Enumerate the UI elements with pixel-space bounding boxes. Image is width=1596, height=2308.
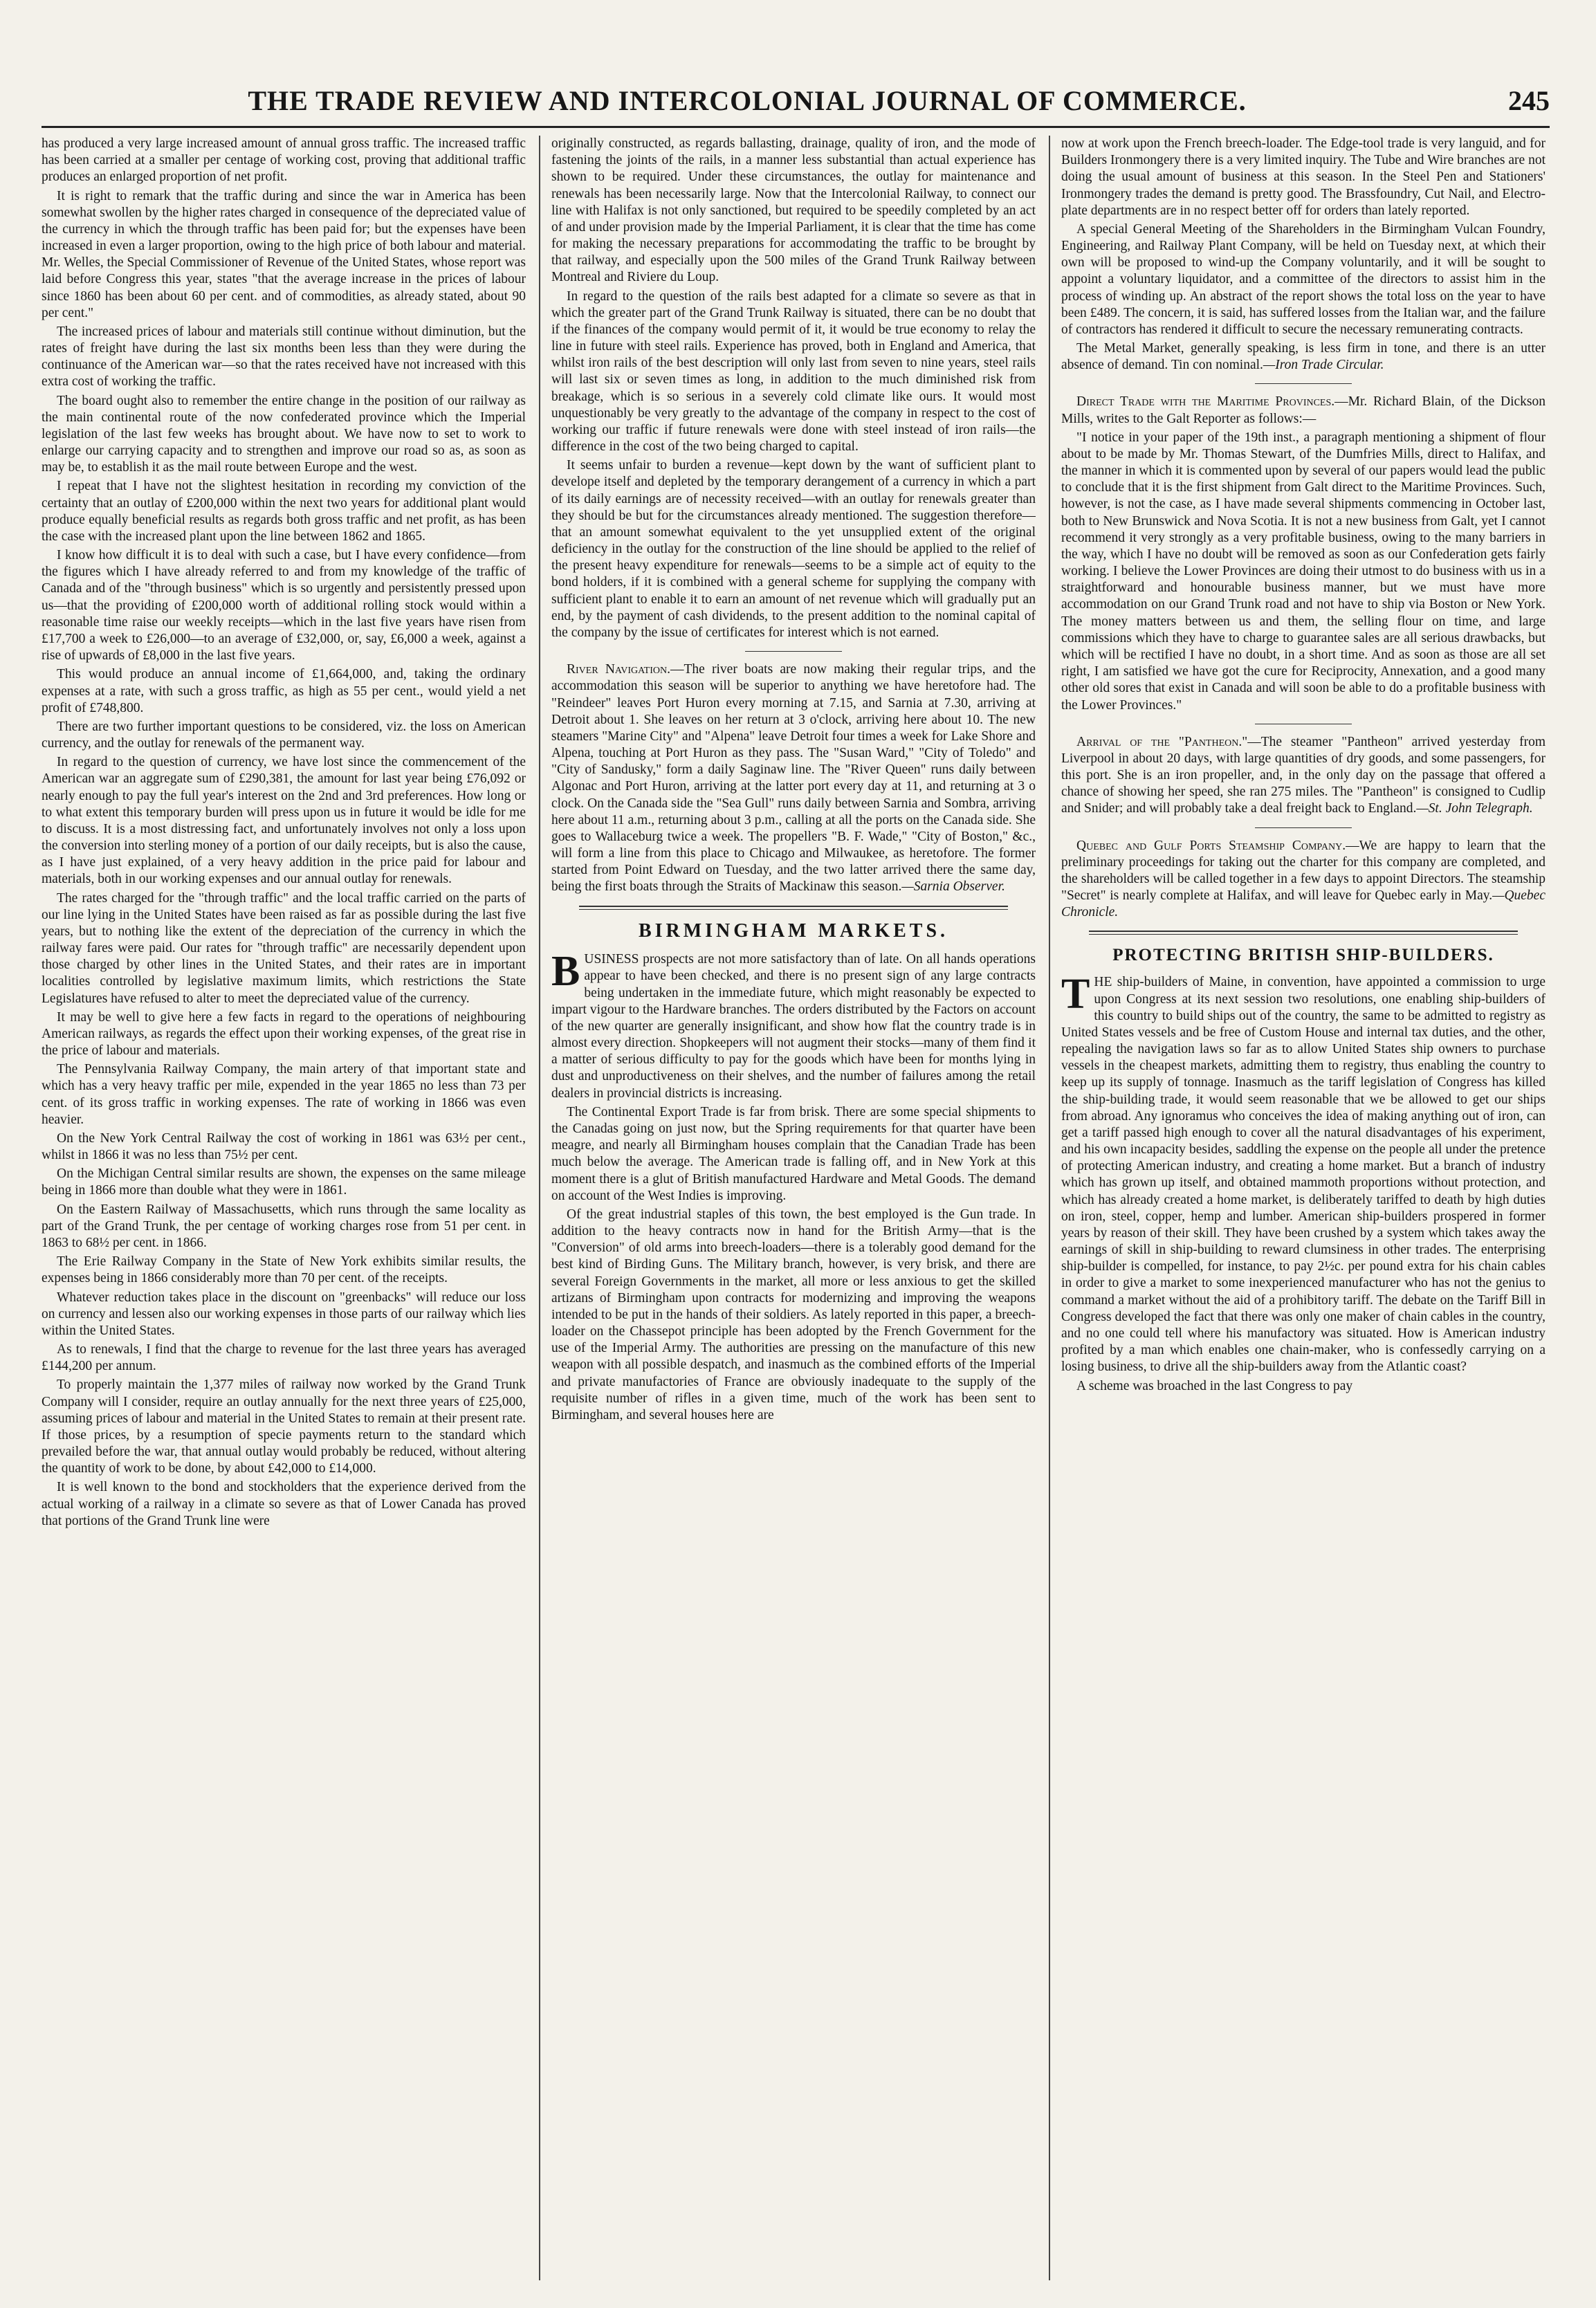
paragraph: A scheme was broached in the last Congress to pay: [1076, 1378, 1353, 1393]
paragraph: This would produce an annual income of £1,664,000, and, taking the ordinary expenses at a rate, with such a gross traffic, as high as 55 per cent., would yield a net profit of £748,800.: [42, 667, 526, 715]
paragraph: On the Michigan Central similar results are shown, the expenses on the same mileage being in 1866 more than double what they were in 1861.: [42, 1166, 526, 1198]
paragraph: On the New York Central Railway the cost of working in 1861 was 63½ per cent., whilst in 1866 it was no less than 75½ per cent.: [42, 1130, 526, 1163]
paragraph: As to renewals, I find that the charge to revenue for the last three years has averaged £144,200 per annum.: [42, 1342, 526, 1374]
paragraph: originally constructed, as regards ballasting, drainage, quality of iron, and the mode of fastening the joints of the rails, in a manner less substantial than actual experience has shown to be required. Under these circumstances, the outlay for maintenance and renewals has been necessarily large. Now that the Intercolonial Railway, to connect our line with Halifax is not only sanctioned, but required to be speedily completed by an act of and under provision made by the Imperial Parliament, it is clear that the time has come for making the necessary preparations for accommodating the traffic to be brought by that railway, and especially upon the 500 miles of the Grand Trunk Railway between Montreal and Riviere du Loup.: [551, 136, 1036, 285]
article-source: —Iron Trade Circular.: [1263, 358, 1384, 373]
section-rule: [1255, 383, 1352, 384]
paragraph: On the Eastern Railway of Massachusetts, which runs through the same locality as part of the Grand Trunk, the per centage of working charges rose from 51 per cent. in 1863 to 68½ per cent. in 1866.: [42, 1202, 526, 1250]
paragraph: It is right to remark that the traffic during and since the war in America has been somewhat swollen by the higher rates charged in consequence of the depreciated value of the currency in which the through traffic has been paid for; but the expenses have been increased in even a larger proportion, owing to the high price of both labour and material. Mr. Welles, the Special Commissioner of Revenue of the United States, whose report was laid before Congress this year, states "that the average increase in the prices of labour since 1860 has been about 60 per cent. and of commodities, as already stated, about 90 per cent.": [42, 188, 526, 320]
page-number: 245: [1508, 85, 1550, 116]
paragraph: A special General Meeting of the Shareholders in the Birmingham Vulcan Foundry, Engineering, and Railway Plant Company, will be held on Tuesday next, at which their own will be proposed to wind-up the Company voluntarily, and it will be sought to appoint a voluntary liquidator, and a committee of the directors to assist him in the process of winding up. An abstract of the report shows the total loss on the year to have been £489. The concern, it is said, has suffered losses from the Italian war, and the failure of contractors has rendered it difficult to secure the necessary remunerating contracts.: [1061, 221, 1545, 337]
section-title: BIRMINGHAM MARKETS.: [638, 919, 949, 942]
paragraph: now at work upon the French breech-loader. The Edge-tool trade is very languid, and for Builders Ironmongery there is a very limited inquiry. The Tube and Wire branches are not doing the usual amount of business at this season. In the Steel Pen and Stationers' Ironmongery trades the demand is pretty good. The Brassfoundry, Cut Nail, and Electro-plate departments are in no respect better off for orders than lately reported.: [1061, 136, 1545, 218]
article-source: —Quebec Chronicle.: [1061, 888, 1545, 920]
river-navigation-article: [551, 661, 1036, 895]
paragraph: Whatever reduction takes place in the discount on "greenbacks" will reduce our loss on currency and lessen also our working expenses in those parts of our railway which lies within the United States.: [42, 1290, 526, 1338]
paragraph: BUSINESS prospects are not more satisfactory than of late. On all hands operations appear to have been checked, and there is no present sign of any large contracts being undertaken in the immediate future, which might reasonably be expected to impart vigour to the Hardware branches. The orders distributed by the Factors on account of the new quarter are generally insignificant, and show how flat the country trade is in almost every direction. Shopkeepers will not augment their stocks—many of them find it a matter of serious difficulty to pay for the goods which have been for months lying in dust and unproductiveness on their shelves, and the number of failures among the retail dealers in provincial districts is increasing.: [551, 948, 1036, 1101]
direct-trade-article: Direct Trade with the Maritime Provinces.—Mr. Richard Blain, of the Dickson Mills, writes to the Galt Reporter as follows:—: [1061, 394, 1545, 426]
paragraph: The Continental Export Trade is far from brisk. There are some special shipments to the Canadas going on just now, but the Spring requirements for that quarter have been meagre, and nearly all Birmingham houses complain that the Canadian Trade has been much below the average. The American trade is falling off, and in New York at this moment there is a glut of British manufactured Hardware and Metal Goods. The demand on account of the West Indies is improving.: [551, 1104, 1036, 1203]
section-rule: [1255, 827, 1352, 828]
paragraph: In regard to the question of the rails best adapted for a climate so severe as that in which the greater part of the Grand Trunk Railway is situated, there can be no doubt that if the finances of the company would permit of it, it would be true economy to relay the line in future with steel rails. Experience has proved, both in England and America, that whilst iron rails of the best description will only last from seven to nine years, steel rails will last six or seven times as long, in addition to the much diminished risk from breakage, which is so serious in a severely cold climate like ours. It would most unquestionably be very greatly to the advantage of the company in respect to the cost of working our traffic if future renewals were done with steel instead of iron rails—the difference in the cost of the two being charged to capital.: [551, 288, 1036, 455]
section-title: PROTECTING BRITISH SHIP-BUILDERS.: [1112, 946, 1494, 965]
paragraph: It is well known to the bond and stockholders that the experience derived from the actual working of a railway in a climate so severe as that of Lower Canada has proved that portions of the Grand Trunk line were: [42, 1480, 526, 1528]
paragraph: To properly maintain the 1,377 miles of railway now worked by the Grand Trunk Company will I consider, require an outlay annually for the next three years of £25,000, assuming prices of labour and material in the United States to remain at their present rate. If those prices, by a resumption of specie payments return to the standard which prevailed before the war, that annual outlay would probably be reduced, without altering the quantity of work to be done, by about £42,000 to £14,000.: [42, 1377, 526, 1476]
article-heading: Quebec and Gulf Ports Steamship Company.: [1076, 838, 1346, 853]
paragraph: The Pennsylvania Railway Company, the main artery of that important state and which has a very heavy traffic per mile, expended in the year 1865 no less than 73 per cent. of its gross traffic in working expenses. The rate of working in 1866 was even heavier.: [42, 1062, 526, 1127]
paragraph: THE ship-builders of Maine, in convention, have appointed a commission to urge upon Congress at its next session two resolutions, one enabling ship-builders of this country to build ships out of the country, the same to be admitted to registry as United States vessels and be free of Custom House and internal tax duties, and the other, repealing the navigation laws so far as to allow United States ship owners to purchase vessels in the cheapest markets, admitting them to registry, thus enabling the country to keep up its supply of tonnage. Inasmuch as the tariff legislation of Congress has killed the ship-building trade, it would seem reasonable that we be allowed to get our ships from abroad. Any ignoramus who conceives the idea of making anything out of iron, can get a tariff passed high enough to cover all the natural disadvantages of his experiment, and his own incapacity besides, saddling the expense on the people all under the pretence of protecting American industry, and creating a home market. But a branch of industry which has grown up itself, and obtained mammoth proportions without protection, and which has already created a home market, is deliberately tariffed to death by high duties on iron, steel, copper, hemp and lumber. American ship-builders prospered in former years by reason of their skill. They have been crushed by a system which takes away the earnings of skill in ship-building to reward clumsiness in other trades. The enterprising ship-builder is compelled, for instance, to pay 2½c. per pound extra for his chain cables in order to give a market to some inexperienced manufacturer who has not the genius to command a market without the aid of a prohibitory tariff. The debate on the Tariff Bill in Congress developed the fact that there was only one maker of chain cables in the country, and no one could tell where his manufactory was situated. How is American industry profited by a man which enables one chain-maker, who is confessedly carrying on a losing business, to drive all the ship-builders away from the Atlantic coast?: [1061, 971, 1545, 1375]
paragraph: has produced a very large increased amount of annual gross traffic. The increased traffic has been carried at a smaller per centage of working cost, proving that additional traffic produces an enlarged proportion of net profit.: [42, 136, 526, 185]
column-2: [551, 136, 1036, 2280]
article-heading: River Navigation.: [567, 662, 670, 677]
paragraph: The board ought also to remember the entire change in the position of our railway as the main continental route of the now confederated province which the Imperial legislation of the last few weeks has brought about. We have now to set to work to enlarge our carrying capacity and to strengthen and improve our road so as, as soon as may be, to establish it as the mail route between Europe and the west.: [42, 393, 526, 475]
section-rule: [579, 906, 1008, 910]
column-3: [1061, 136, 1545, 2280]
column-divider: [539, 136, 540, 2280]
section-rule: [1089, 931, 1518, 935]
article-body: —The river boats are now making their regular trips, and the accommodation this season will be superior to anything we have heretofore had. The "Reindeer" leaves Port Huron every morning at 7.15, and Sarnia at 7.30, arriving at Detroit about 1. She leaves on her return at 3 o'clock, arriving here about 10. The new steamers "Marine City" and "Alpena" leave Detroit four times a week for Lake Shore and Alpena, touching at Port Huron as they pass. The "Susan Ward," "City of Toledo" and "City of Sandusky," form a daily Saginaw line. The "River Queen" runs daily between Algonac and Port Huron, arriving at the latter port every day at 11, and returning at 3 o clock. On the Canada side the "Sea Gull" runs daily between Sarnia and Sombra, arriving here about 11 a.m., returning about 3 p.m., calling at all the ports on the Canada side. She goes to Wallaceburg twice a week. The propellers "B. F. Wade," "City of Boston," &c., will form a line from this place to Chicago and Milwaukee, as heretofore. The former started from Point Edward on Tuesday, and the two latter arrived there the same day, being the first boats through the Straits of Mackinaw this season.: [551, 662, 1036, 895]
paragraph: There are two further important questions to be considered, viz. the loss on American currency, and the outlay for renewals of the permanent way.: [42, 719, 526, 751]
paragraph: The increased prices of labour and materials still continue without diminution, but the rates of freight have during the last six months been less than they were during the continuance of the American war—so that the rates received have not increased with this extra cost of working the traffic.: [42, 324, 526, 390]
article-source: —St. John Telegraph.: [1416, 801, 1533, 816]
paragraph: I repeat that I have not the slightest hesitation in recording my conviction of the certainty that an outlay of £200,000 within the next two years for additional plant would produce equally beneficial results as regards both gross traffic and net profit, as has been the case with the increased plant upon the line between 1862 and 1865.: [42, 479, 526, 544]
quebec-steamship-article: Quebec and Gulf Ports Steamship Company.—We are happy to learn that the preliminary proceedings for taking out the charter for this company are completed, and the shareholders will be called together in a few days to appoint Directors. The steamship "Secret" is nearly complete at Halifax, and will leave for Quebec early in May.—Quebec Chronicle.: [1061, 838, 1545, 920]
paragraph: It may be well to give here a few facts in regard to the operations of neighbouring American railways, as regards the effect upon their working expenses, of the great rise in the price of labour and materials.: [42, 1009, 526, 1059]
paragraph: In regard to the question of currency, we have lost since the commencement of the American war an aggregate sum of £290,381, the amount for last year being £76,092 or nearly enough to pay the full year's interest on the 2nd and 3rd preferences. How long or to what extent this temporary burden will press upon us in future it would be idle for me to discuss. It is a most distressing fact, and unfortunately involves not only a loss upon the conversion into sterling money of a portion of our daily receipts, but is also the cause, as I have just explained, of a very heavy addition in the price paid for labour and materials, both in our working expenses and our annual outlay for renewals.: [42, 755, 526, 887]
journal-title: THE TRADE REVIEW AND INTERCOLONIAL JOURNAL OF COMMERCE.: [248, 85, 1247, 116]
column-divider: [1049, 136, 1050, 2280]
paragraph: The rates charged for the "through traffic" and the local traffic carried on the parts of our line lying in the United States have been raised as far as possible during the last five years, but to nothing like the extent of the depreciation of the currency in which the railway fares were paid. Our rates for "through traffic" are necessarily dependent upon those charged by other lines in the United States, and their rates are in important localities controlled by legislative maximum limits, which restrictions the State Legislatures have refused to alter to meet the depreciated value of the currency.: [42, 890, 526, 1006]
page-header: [42, 82, 1550, 128]
quoted-letter: "I notice in your paper of the 19th inst., a paragraph mentioning a shipment of flour about to be made by Mr. Thomas Stewart, of the Dumfries Mills, direct to Halifax, and the manner in which it is commented upon by several of our papers would lead the public to conclude that it is the first shipment from Galt direct to the Maritime Provinces. Such, however, is not the case, as I have made several shipments commencing in October last, both to New Brunswick and Nova Scotia. It is not a new business from Galt, yet I cannot recommend it very strongly as a very profitable business, owing to the many barriers in the way, which I have no doubt will be removed as soon as our Confederation gets fairly working. I believe the Lower Provinces are doing their utmost to do business with us in a straightforward and honourable business manner, but we must have more accommodation on our Grand Trunk road and not have to ship via Boston or New York. The money matters between us and them, the selling flour on time, and large commissions which they have to charge to guarantee sales are all serious drawbacks, but which will be rectified I have no doubt, in a short time. And as soon as those are all set right, I am satisfied we have got the cure for Reciprocity, Annexation, and a good many other old sores that exist in Canada and will soon be able to do a profitable business with the Lower Provinces.": [1061, 430, 1545, 713]
pantheon-article: Arrival of the "Pantheon."—The steamer "Pantheon" arrived yesterday from Liverpool in about 20 days, with large quantities of dry goods, and some passengers, for this port. She is an iron propeller, and, in the only day on the passage that offered a chance of showing her speed, she ran 275 miles. The "Pantheon" is consigned to Cudlip and Snider; and will probably take a deal freight back to England.—St. John Telegraph.: [1061, 734, 1545, 816]
paragraph: Of the great industrial staples of this town, the best employed is the Gun trade. In addition to the heavy contracts now in hand for the British Army—that is the "Conversion" of old arms into breech-loaders—there is a tolerably good demand for the best kind of Birding Guns. The Military branch, however, is very brisk, and there are several Foreign Governments in the market, all more or less anxious to get the skilled artizans of Birmingham upon contracts for modernizing and improving the weapons intended to be put in the hands of their soldiers. As lately reported in this paper, a breech-loader on the Chassepot principle has been adopted by the French Government for the use of the Imperial Army. The authorities are pressing on the manufacture of this new weapon with all possible despatch, and inasmuch as the combined efforts of the Imperial and private manufactories of France are obviously inadequate to the supply of the requisite number of rifles in a given time, much of the work has been sent to Birmingham, and several houses here are: [551, 1207, 1036, 1422]
paragraph: The Erie Railway Company in the State of New York exhibits similar results, the expenses being in 1866 considerably more than 70 per cent. of the receipts.: [42, 1254, 526, 1286]
drop-cap: B: [551, 948, 580, 996]
article-source: —Sarnia Observer.: [901, 879, 1005, 895]
drop-cap: T: [1061, 971, 1090, 1018]
paragraph: I know how difficult it is to deal with such a case, but I have every confidence—from the figures which I have already referred to and from my knowledge of the traffic of Canada and of the "through business" which is so urgently and persistently pressed upon us—that the providing of £200,000 worth of additional rolling stock would within a reasonable time raise our weekly receipts—which in the last five years have risen from £17,700 a week to £26,000—to an average of £32,000, or, say, £6,000 a week, against a rise of upwards of £8,000 in the last five years.: [42, 548, 526, 663]
paragraph: The Metal Market, generally speaking, is less firm in tone, and there is an utter absence of demand. Tin con nominal.—Iron Trade Circular.: [1061, 341, 1545, 373]
section-rule: [745, 651, 842, 652]
article-heading: Arrival of the "Pantheon.": [1076, 734, 1248, 749]
column-1: [42, 136, 526, 2280]
article-heading: Direct Trade with the Maritime Provinces.: [1076, 394, 1335, 410]
paragraph: It seems unfair to burden a revenue—kept down by the want of sufficient plant to develope itself and depleted by the temporary derangement of a currency in which a part of its daily earnings are of necessity received—with an outlay for renewals greater than they should be but for the circumstances already mentioned. The suggestion therefore—that an amount somewhat equivalent to the yet unsupplied extent of the original deficiency in the outlay for the construction of the line should be applied to the relief of the present heavy expenditure for renewals—seems to be a simple act of equity to the bond holders, if it is combined with a general scheme for supplying the company with sufficient plant to enable it to earn an amount of net revenue which will gradually put an end, by the payment of cash dividends, to the present addition to the nominal capital of the company by the issue of certificates for interest which is not earned.: [551, 458, 1036, 640]
